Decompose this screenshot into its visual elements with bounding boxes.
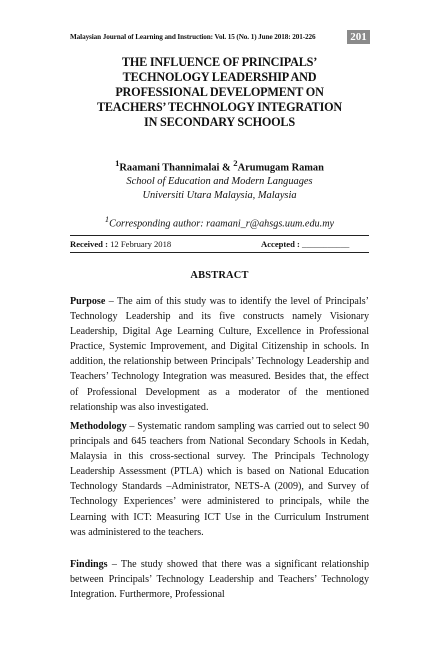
affiliation-school: School of Education and Modern Languages: [126, 176, 313, 188]
author-1-marker: 1: [115, 158, 120, 168]
received-label: Received :: [70, 239, 108, 249]
author-2-name: Arumugam Raman: [237, 162, 324, 174]
findings-label: Findings: [70, 559, 108, 570]
methodology-text: – Systematic random sampling was carried out to select 90 principals and 645 teachers from National Secondary Schools in Kedah, Malaysia in this cross-sectional survey. The Principals Technology Leadership Assessment (PTLA) which is based on National Education Technology Standards –Administrator, NETS-A (2009), and Survey of Technology Experiences’ were administered to principals, while the Learning with ICT: Measuring ICT Use in the Curriculum Instrument was administered to the teachers.: [70, 421, 369, 538]
article-title: [70, 55, 369, 130]
author-block: [70, 156, 369, 203]
title-line: THE INFLUENCE OF PRINCIPALS’: [121, 55, 318, 69]
author-1-name: Raamani Thannimalai &: [119, 162, 234, 174]
purpose-paragraph: [70, 294, 369, 415]
author-2-marker: 2: [233, 158, 238, 168]
corresponding-marker: 1: [104, 214, 110, 224]
abstract-heading: ABSTRACT: [190, 270, 249, 281]
findings-paragraph: [70, 557, 369, 602]
divider-bottom: [70, 252, 369, 253]
corresponding-author: [70, 214, 369, 229]
divider-top: [70, 235, 369, 236]
title-line: TECHNOLOGY LEADERSHIP AND: [122, 70, 317, 84]
corresponding-email: Corresponding author: raamani_r@ahsgs.uum.edu.my: [109, 218, 335, 230]
purpose-label: Purpose: [70, 296, 106, 307]
title-line: IN SECONDARY SCHOOLS: [144, 115, 295, 129]
accepted-label: Accepted :: [261, 239, 300, 249]
purpose-text: – The aim of this study was to identify the level of Principals’ Technology Leadership and its five constructs namely Visionary Leadership, Digital Age Learning Culture, Excellence in Professional Practice, Systemic Improvement, and Digital Citizenship in schools. In addition, the relationship between Principals’ Technology Leadership and Teachers’ Technology Integration was measured. Besides that, the effect of Professional Development as a moderator of the mentioned relationship was also investigated.: [70, 296, 369, 413]
author-names: [70, 156, 369, 175]
methodology-label: Methodology: [70, 421, 127, 432]
methodology-paragraph: [70, 419, 369, 540]
running-header: [70, 30, 370, 46]
title-line: TEACHERS’ TECHNOLOGY INTEGRATION: [96, 100, 343, 114]
findings-text: – The study showed that there was a significant relationship between Principals’ Technology Leadership and Teachers’ Technology Integration. Furthermore, Professional: [70, 559, 369, 601]
page-number-badge: 201: [347, 30, 370, 44]
accepted-date: [261, 239, 349, 249]
accepted-value: ___________: [299, 239, 350, 249]
received-value: 12 February 2018: [107, 239, 172, 249]
title-line: PROFESSIONAL DEVELOPMENT ON: [115, 85, 324, 99]
journal-citation: Malaysian Journal of Learning and Instruction: Vol. 15 (No. 1) June 2018: 201-226: [70, 33, 316, 41]
received-date: [70, 239, 171, 249]
submission-dates: [70, 239, 369, 253]
affiliation-university: Universiti Utara Malaysia, Malaysia: [142, 190, 297, 202]
